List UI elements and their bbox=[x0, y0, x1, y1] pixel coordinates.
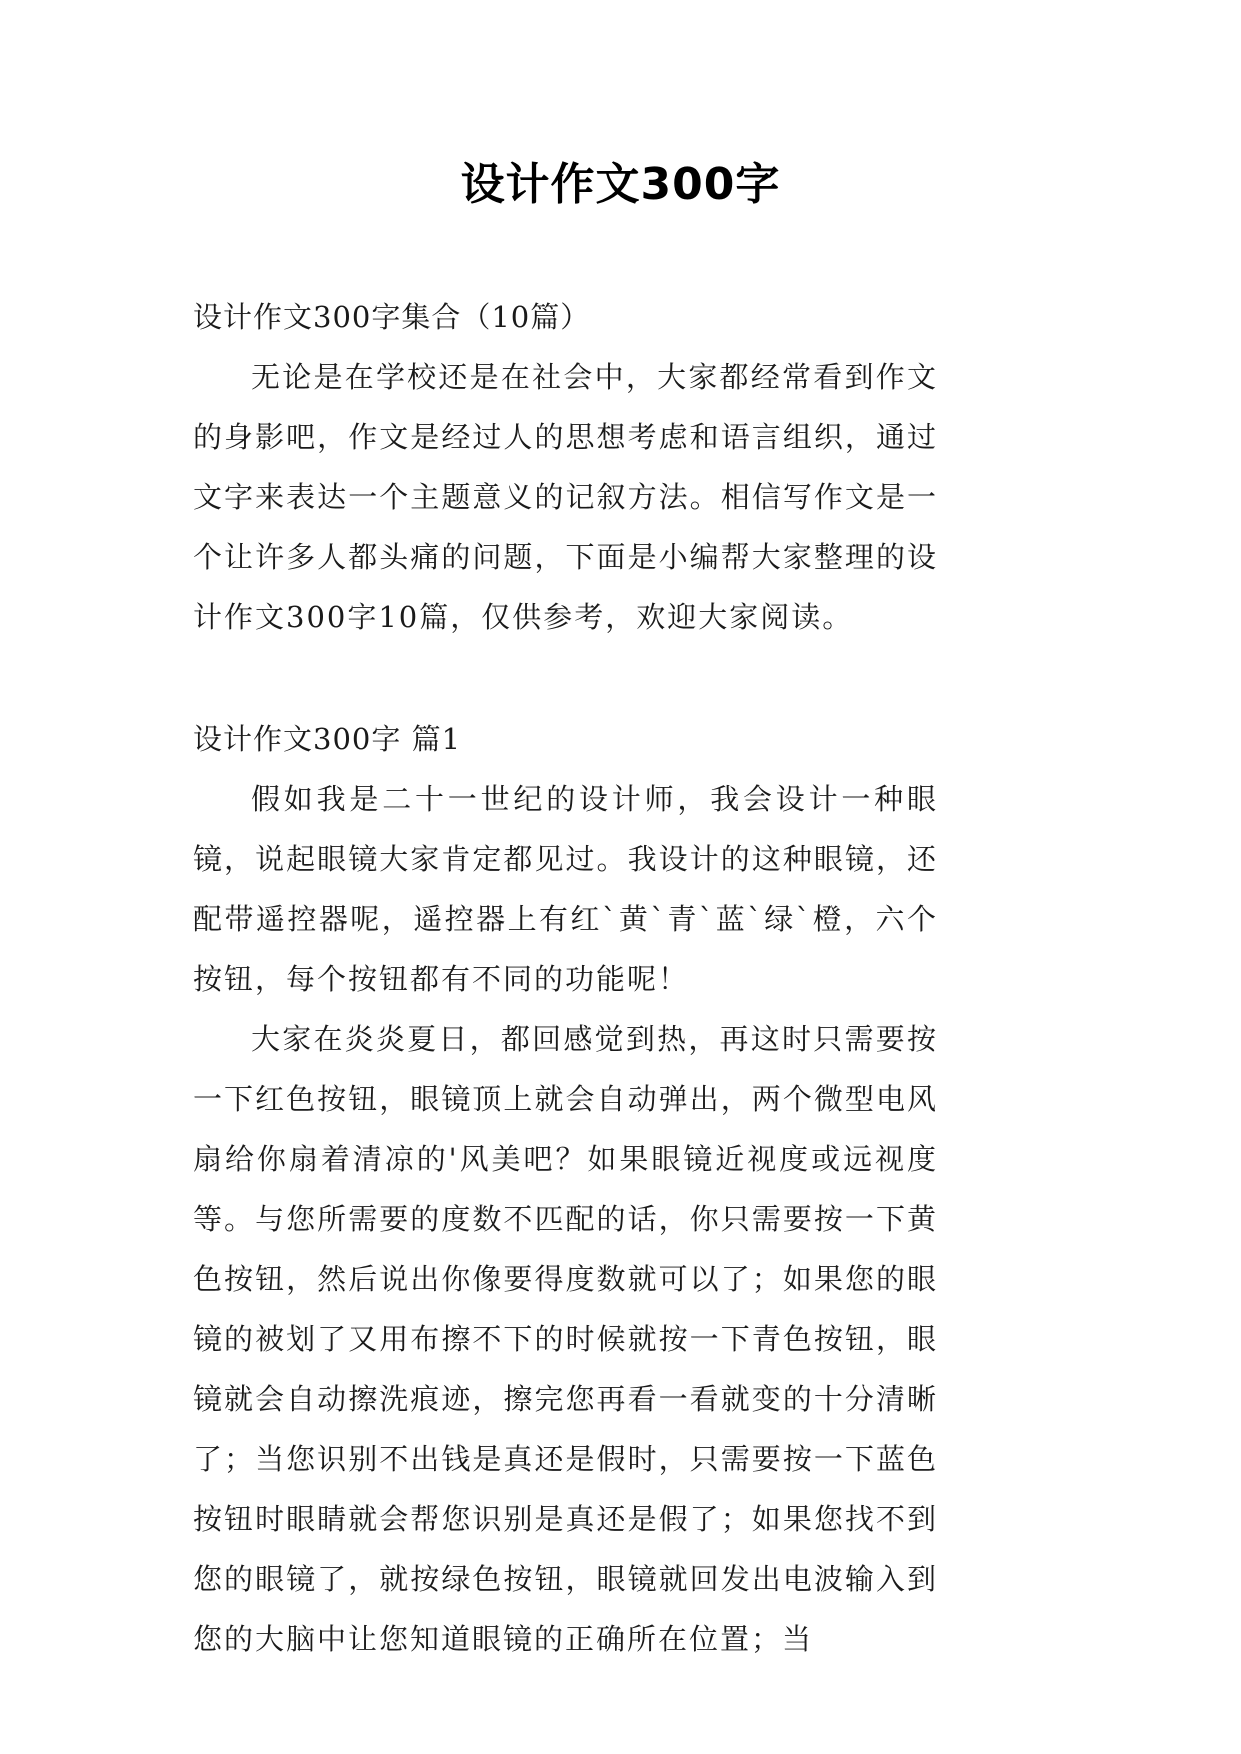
section-heading: 设计作文300字 篇1 bbox=[193, 722, 462, 756]
intro-paragraph: 无论是在学校还是在社会中，大家都经常看到作文的身影吧，作文是经过人的思想考虑和语言组织，通过文字来表达一个主题意义的记叙方法。相信写作文是一个让许多人都头痛的问题，下面是小编帮大家整理的设计作文300字10篇，仅供参考，欢迎大家阅读。 bbox=[193, 360, 938, 634]
document-title: 设计作文300字 bbox=[460, 159, 781, 210]
section-paragraph: 大家在炎炎夏日，都回感觉到热，再这时只需要按一下红色按钮，眼镜顶上就会自动弹出，两个微型电风扇给你扇着清凉的'风美吧？如果眼镜近视度或远视度等。与您所需要的度数不匹配的话，你只需要按一下黄色按钮，然后说出你像要得度数就可以了；如果您的眼镜的被划了又用布擦不下的时候就按一下青色按钮，眼镜就会自动擦洗痕迹，擦完您再看一看就变的十分清晰了；当您识别不出钱是真还是假时，只需要按一下蓝色按钮时眼睛就会帮您识别是真还是假了；如果您找不到您的眼镜了，就按绿色按钮，眼镜就回发出电波输入到您的大脑中让您知道眼镜的正确所在位置；当 bbox=[193, 1022, 938, 1656]
document-subtitle: 设计作文300字集合（10篇） bbox=[193, 300, 591, 334]
section-paragraph: 假如我是二十一世纪的设计师，我会设计一种眼镜，说起眼镜大家肯定都见过。我设计的这种眼镜，还配带遥控器呢，遥控器上有红`黄`青`蓝`绿`橙，六个按钮，每个按钮都有不同的功能呢！ bbox=[193, 782, 938, 996]
